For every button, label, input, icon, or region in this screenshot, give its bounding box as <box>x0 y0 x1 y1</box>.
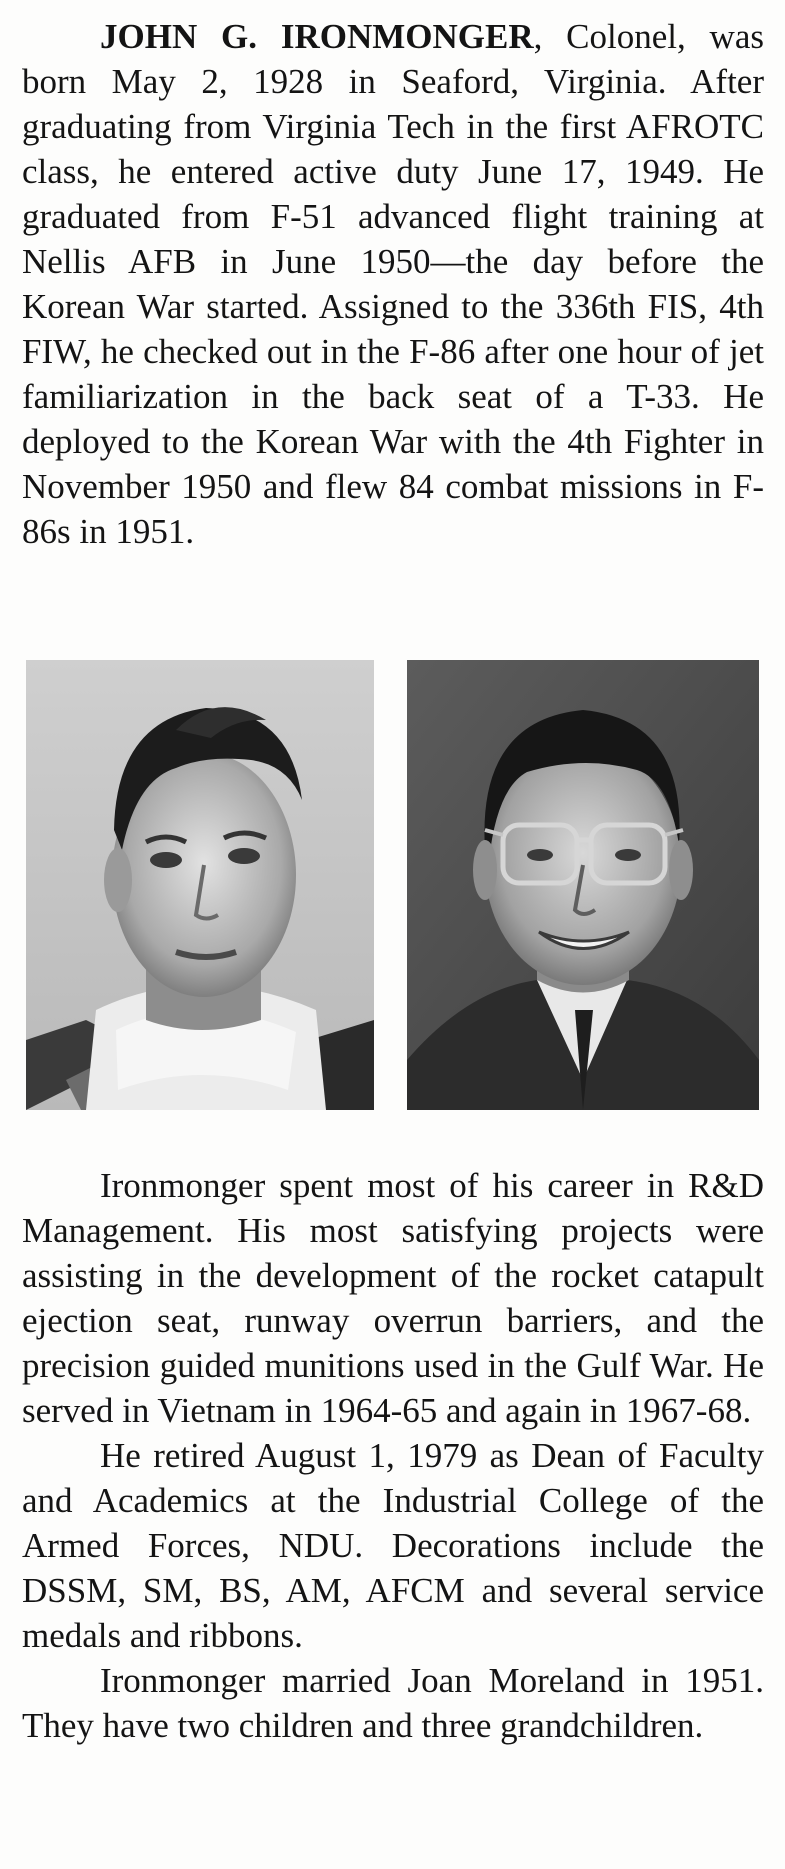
bio-intro-text: , Colonel, was born May 2, 1928 in Seaford, Virginia. After graduating from Virginia Tech in the first AFROTC class, he entered active duty June 17, 1949. He graduated from F-51 advanced flight training at Nellis AFB in June 1950—the day before the Korean War started. Assigned to the 336th FIS, 4th FIW, he checked out in the F-86 after one hour of jet familiarization in the back seat of a T-33. He deployed to the Korean War with the 4th Fighter in November 1950 and flew 84 combat missions in F-86s in 1951. <box>22 17 764 551</box>
subject-name: JOHN G. IRONMONGER <box>100 17 534 56</box>
family-paragraph: Ironmonger married Joan Moreland in 1951. They have two children and three grandchildren. <box>22 1661 764 1745</box>
career-paragraph: Ironmonger spent most of his career in R&D Management. His most satisfying projects were assisting in the development of the rocket catapult ejection seat, runway overrun barriers, and the precision guided munitions used in the Gulf War. He served in Vietnam in 1964-65 and again in 1967-68. <box>22 1166 764 1430</box>
young-pilot-photo <box>26 660 374 1110</box>
bio-intro-paragraph <box>22 14 764 554</box>
bio-intro-section <box>22 14 764 554</box>
retirement-paragraph: He retired August 1, 1979 as Dean of Faculty and Academics at the Industrial College of the Armed Forces, NDU. Decorations include the DSSM, SM, BS, AM, AFCM and several service medals and ribbons. <box>22 1436 764 1655</box>
bio-later-section <box>22 1163 764 1748</box>
older-portrait-photo <box>407 660 759 1110</box>
